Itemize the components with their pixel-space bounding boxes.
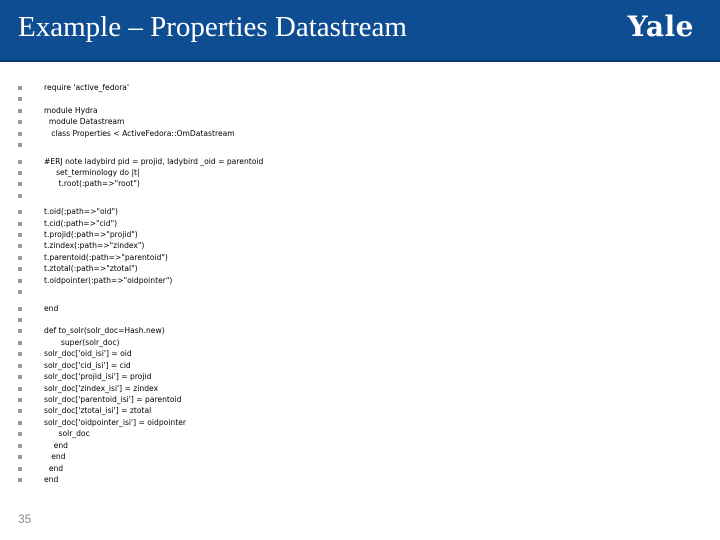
bullet-icon	[18, 120, 22, 124]
bullet-icon	[18, 194, 22, 198]
bullet-icon	[18, 143, 22, 147]
code-line	[18, 128, 698, 139]
code-line	[18, 190, 698, 201]
code-text: t.oidpointer(:path=>"oidpointer")	[44, 275, 173, 285]
code-line	[18, 451, 698, 462]
bullet-icon	[18, 256, 22, 260]
bullet-icon	[18, 160, 22, 164]
code-line	[18, 178, 698, 189]
code-text: solr_doc['cid_isi'] = cid	[44, 360, 131, 370]
code-text: solr_doc['oid_isi'] = oid	[44, 349, 132, 359]
code-text: t.parentoid(:path=>"parentoid")	[44, 252, 168, 262]
bullet-icon	[18, 375, 22, 379]
code-line	[18, 394, 698, 405]
bullet-icon	[18, 307, 22, 311]
code-line	[18, 463, 698, 474]
bullet-icon	[18, 478, 22, 482]
bullet-icon	[18, 444, 22, 448]
bullet-icon	[18, 455, 22, 459]
bullet-icon	[18, 210, 22, 214]
code-text: set_terminology do |t|	[44, 167, 140, 177]
code-text: solr_doc['zindex_isi'] = zindex	[44, 383, 159, 393]
code-line	[18, 348, 698, 359]
code-line	[18, 360, 698, 371]
code-line	[18, 206, 698, 217]
code-line	[18, 371, 698, 382]
bullet-icon	[18, 171, 22, 175]
code-line	[18, 440, 698, 451]
code-text: t.root(:path=>"root")	[44, 179, 140, 189]
code-text: t.projid(:path=>"projid")	[44, 230, 138, 240]
bullet-icon	[18, 421, 22, 425]
code-line	[18, 252, 698, 263]
bullet-icon	[18, 352, 22, 356]
code-line	[18, 82, 698, 93]
code-line	[18, 105, 698, 116]
code-text: end	[44, 440, 68, 450]
code-line	[18, 93, 698, 104]
code-text: module Hydra	[44, 105, 98, 115]
code-line	[18, 229, 698, 240]
bullet-icon	[18, 290, 22, 294]
code-listing	[18, 82, 698, 485]
code-line	[18, 116, 698, 127]
code-text: require 'active_fedora'	[44, 83, 130, 92]
bullet-icon	[18, 182, 22, 186]
code-text: t.zindex(:path=>"zindex")	[44, 241, 145, 251]
code-text: t.cid(:path=>"cid")	[44, 218, 118, 228]
bullet-icon	[18, 467, 22, 471]
code-line	[18, 314, 698, 325]
code-line	[18, 405, 698, 416]
page-number: 35	[18, 512, 32, 526]
code-line	[18, 218, 698, 229]
bullet-icon	[18, 409, 22, 413]
bullet-icon	[18, 341, 22, 345]
code-line	[18, 303, 698, 314]
bullet-icon	[18, 398, 22, 402]
bullet-icon	[18, 132, 22, 136]
code-line	[18, 263, 698, 274]
code-line	[18, 325, 698, 336]
bullet-icon	[18, 329, 22, 333]
code-line	[18, 337, 698, 348]
code-text: module Datastream	[44, 117, 125, 127]
code-text: end	[44, 474, 59, 484]
code-line	[18, 275, 698, 286]
code-text: end	[44, 452, 66, 462]
bullet-icon	[18, 244, 22, 248]
code-line	[18, 428, 698, 439]
bullet-icon	[18, 109, 22, 113]
code-line	[18, 286, 698, 297]
bullet-icon	[18, 432, 22, 436]
code-line	[18, 417, 698, 428]
yale-logo: Yale	[627, 10, 694, 43]
code-text: solr_doc['ztotal_isi'] = ztotal	[44, 406, 152, 416]
code-text: end	[44, 463, 64, 473]
code-text: solr_doc['projid_isi'] = projid	[44, 372, 152, 382]
code-text: end	[44, 303, 59, 313]
bullet-icon	[18, 318, 22, 322]
code-line	[18, 156, 698, 167]
bullet-icon	[18, 387, 22, 391]
bullet-icon	[18, 267, 22, 271]
code-text: solr_doc	[44, 429, 90, 439]
title-bar	[0, 0, 720, 62]
bullet-icon	[18, 86, 22, 90]
code-text: super(solr_doc)	[44, 337, 120, 347]
code-text: #ERJ note ladybird pid = projid, ladybird _oid = parentoid	[44, 156, 264, 166]
code-text: solr_doc['oidpointer_isi'] = oidpointer	[44, 417, 187, 427]
code-text: solr_doc['parentoid_isi'] = parentoid	[44, 394, 182, 404]
code-line	[18, 383, 698, 394]
slide-title: Example – Properties Datastream	[18, 11, 407, 43]
code-line	[18, 474, 698, 485]
code-line	[18, 167, 698, 178]
bullet-icon	[18, 233, 22, 237]
code-text: def to_solr(solr_doc=Hash.new)	[44, 326, 165, 336]
code-text: t.ztotal(:path=>"ztotal")	[44, 264, 138, 274]
bullet-icon	[18, 97, 22, 101]
bullet-icon	[18, 279, 22, 283]
code-line	[18, 240, 698, 251]
bullet-icon	[18, 364, 22, 368]
code-text: t.oid(:path=>"oid")	[44, 207, 119, 217]
code-line	[18, 139, 698, 150]
bullet-icon	[18, 222, 22, 226]
code-text: class Properties < ActiveFedora::OmDatastream	[44, 128, 235, 138]
